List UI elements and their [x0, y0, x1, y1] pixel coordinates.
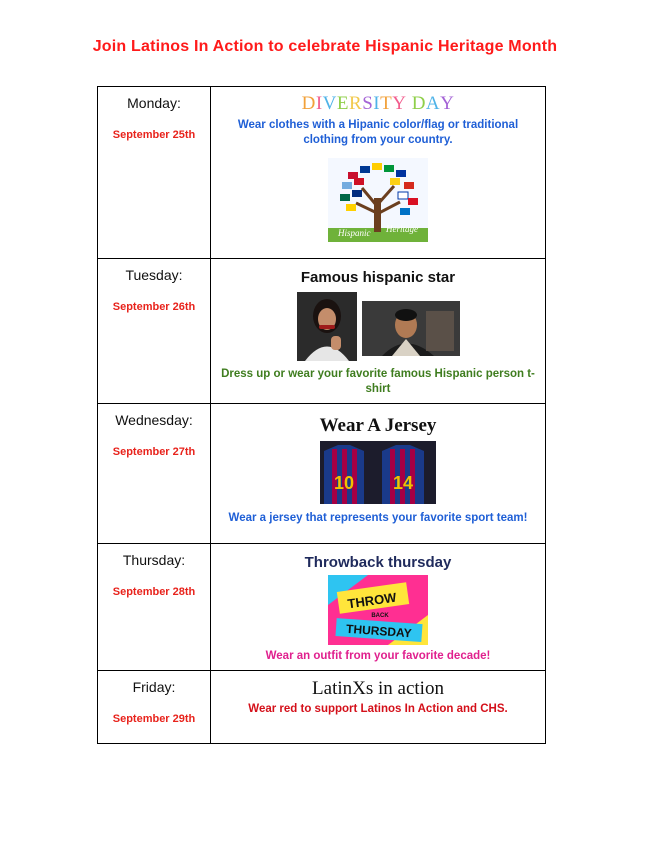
table-row-wednesday: [98, 404, 546, 544]
table-row-friday: [98, 671, 546, 744]
star-photo-woman-icon: [297, 292, 357, 361]
diversity-day-title: [211, 87, 545, 115]
table-row-tuesday: [98, 259, 546, 404]
diversity-title-letter: E: [336, 93, 349, 114]
diversity-title-letter: D: [411, 93, 426, 114]
diversity-title-letter: S: [362, 93, 374, 114]
throwback-label-back: BACK: [371, 613, 389, 619]
jersey-number-right: 14: [392, 473, 414, 493]
throwback-thursday-icon: [328, 575, 428, 645]
day-date: September 26th: [112, 301, 196, 313]
jersey-title: Wear A Jersey: [319, 415, 437, 436]
diversity-title-letter: A: [425, 93, 441, 114]
activity-cell-monday: [211, 87, 546, 259]
diversity-title-letter: T: [380, 93, 393, 114]
day-name: Thursday:: [122, 552, 186, 568]
day-date: September 29th: [112, 713, 196, 725]
diversity-title-letter: Y: [440, 93, 455, 114]
famous-star-title: Famous hispanic star: [300, 269, 456, 286]
page-title: Join Latinos In Action to celebrate Hispanic Heritage Month: [92, 38, 558, 55]
diversity-title-letter: D: [301, 93, 316, 114]
flag-tree-icon: [328, 158, 428, 242]
table-row-thursday: [98, 544, 546, 671]
day-date: September 28th: [112, 586, 196, 598]
day-name: Monday:: [127, 95, 181, 111]
jersey-photo-icon: [320, 441, 436, 504]
day-cell-tuesday: [98, 259, 211, 404]
activity-text-tuesday: Dress up or wear your favorite famous Hispanic person t-shirt: [221, 368, 535, 395]
activity-text-thursday: Wear an outfit from your favorite decade!: [265, 650, 491, 662]
flag-tree-label-heritage: Heritage: [386, 224, 418, 234]
latinxs-title: LatinXs in action: [312, 678, 444, 699]
day-date: September 25th: [112, 129, 196, 141]
day-cell-wednesday: [98, 404, 211, 544]
day-cell-thursday: [98, 544, 211, 671]
throwback-label-throw: THROW: [346, 589, 398, 612]
diversity-title-letter: R: [349, 93, 363, 114]
diversity-title-letter: I: [315, 93, 323, 114]
throwback-label-thursday: THURSDAY: [345, 621, 413, 641]
activity-cell-thursday: [211, 544, 546, 671]
activity-text-wednesday: Wear a jersey that represents your favorite sport team!: [228, 512, 528, 524]
activity-text-monday: Wear clothes with a Hipanic color/flag or traditional clothing from your country.: [237, 119, 519, 146]
activity-text-friday: Wear red to support Latinos In Action and CHS.: [248, 703, 508, 715]
throwback-title: Throwback thursday: [304, 554, 452, 571]
jersey-number-left: 10: [333, 473, 355, 493]
table-row-monday: [98, 87, 546, 259]
diversity-title-letter: I: [373, 93, 381, 114]
day-name: Tuesday:: [125, 267, 183, 283]
star-photos: [211, 292, 545, 361]
flag-tree-label-hispanic: Hispanic: [338, 228, 371, 238]
star-photo-man-icon: [362, 301, 460, 356]
day-cell-friday: [98, 671, 211, 744]
weekly-schedule-table: [97, 86, 546, 744]
day-date: September 27th: [112, 446, 196, 458]
day-cell-monday: [98, 87, 211, 259]
day-name: Friday:: [132, 679, 176, 695]
activity-cell-tuesday: [211, 259, 546, 404]
day-name: Wednesday:: [115, 412, 193, 428]
diversity-title-letter: Y: [392, 93, 407, 114]
diversity-title-letter: V: [322, 93, 337, 114]
activity-cell-wednesday: [211, 404, 546, 544]
activity-cell-friday: [211, 671, 546, 744]
